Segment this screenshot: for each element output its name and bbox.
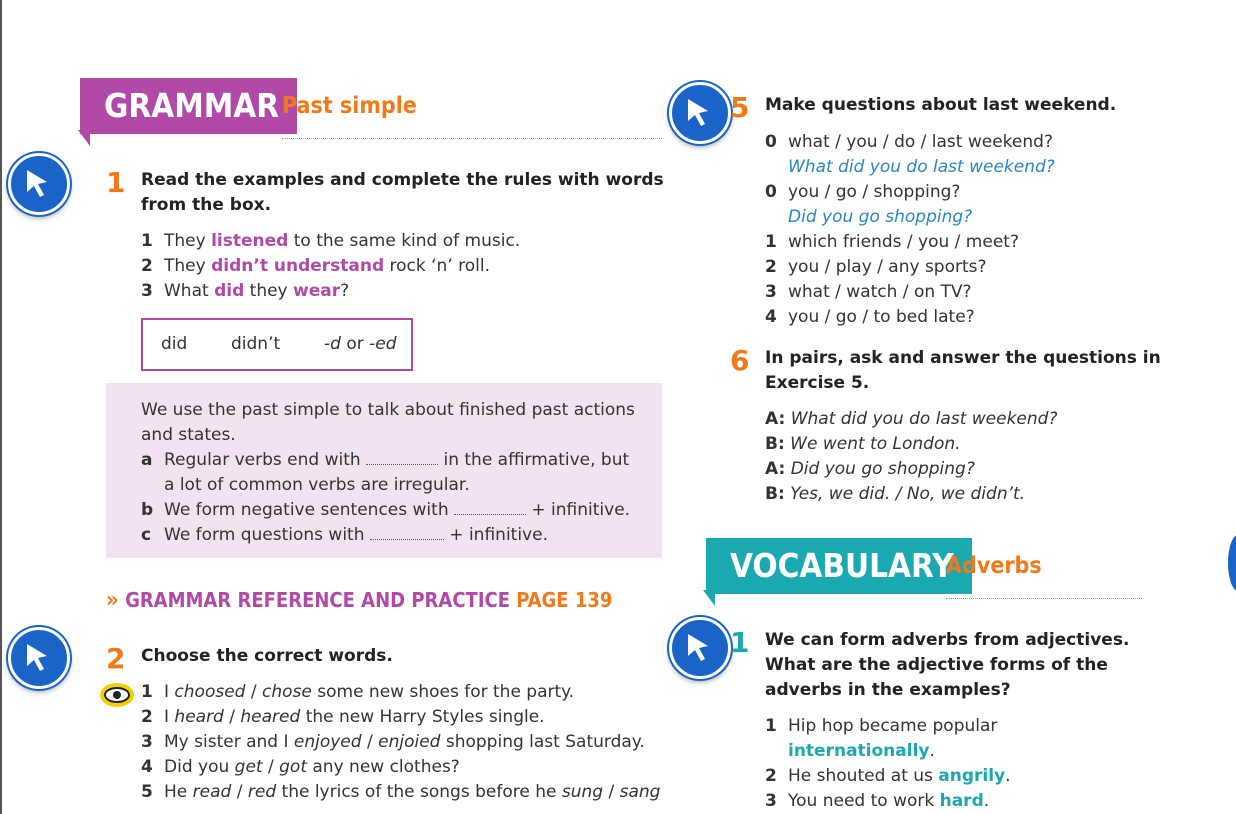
list-item: 1 Hip hop became popular bbox=[765, 716, 998, 736]
dialogue-line: A: Did you go shopping? bbox=[765, 459, 975, 479]
box-word: -d or -ed bbox=[324, 334, 397, 354]
choice-option[interactable]: read bbox=[192, 782, 232, 802]
box-word: didn’t bbox=[231, 334, 281, 354]
list-item: 2 I heard / heared the new Harry Styles single. bbox=[141, 707, 545, 727]
example-answer: Did you go shopping? bbox=[788, 207, 973, 227]
cursor-arrow-icon[interactable] bbox=[8, 153, 70, 215]
list-item: 1 I choosed / chose some new shoes for the party. bbox=[141, 682, 575, 702]
cursor-arrow-icon[interactable] bbox=[669, 82, 731, 144]
choice-option[interactable]: sung bbox=[561, 782, 604, 802]
choice-option[interactable]: get bbox=[234, 757, 263, 777]
list-item: 3 My sister and I enjoyed / enjoied shopping last Saturday. bbox=[141, 732, 645, 752]
choice-option[interactable]: heard bbox=[174, 707, 224, 727]
double-chevron-icon: » bbox=[106, 588, 119, 613]
choice-option[interactable]: sang bbox=[619, 782, 661, 802]
exercise-number: 6 bbox=[730, 344, 750, 377]
grammar-subtitle: Past simple bbox=[282, 93, 417, 119]
choice-option[interactable]: heared bbox=[240, 707, 301, 727]
exercise-number: 1 bbox=[730, 626, 750, 659]
example-list bbox=[765, 714, 1011, 814]
list-item: 2 you / play / any sports? bbox=[765, 257, 987, 277]
dialogue-line: B: Yes, we did. / No, we didn’t. bbox=[765, 484, 1026, 504]
choice-option[interactable]: red bbox=[247, 782, 277, 802]
rule-intro: and states. bbox=[141, 425, 236, 445]
list-item-cont: internationally. bbox=[788, 741, 935, 761]
list-item: 3 You need to work hard. bbox=[765, 791, 990, 811]
exercise-number: 5 bbox=[730, 91, 750, 124]
dialogue bbox=[765, 407, 1057, 507]
choice-option[interactable]: got bbox=[279, 757, 307, 777]
divider bbox=[282, 138, 662, 139]
choice-option[interactable]: enjoied bbox=[378, 732, 441, 752]
list-item: 5 He read / red the lyrics of the songs before he sung / sang bbox=[141, 782, 661, 802]
answer-blank[interactable] bbox=[454, 500, 526, 515]
exercise-number: 2 bbox=[106, 642, 126, 675]
exercise-instruction: We can form adverbs from adjectives. What are the adjective forms of the adverbs in the examples? bbox=[765, 630, 1130, 700]
list-item: 3 what / watch / on TV? bbox=[765, 282, 972, 302]
exercise-instruction: Read the examples and complete the rules with words from the box. bbox=[141, 170, 664, 215]
example-list bbox=[141, 229, 520, 304]
list-item: 4 you / go / to bed late? bbox=[765, 307, 975, 327]
dialogue-line: B: We went to London. bbox=[765, 434, 961, 454]
choice-list bbox=[141, 680, 660, 805]
page-edge bbox=[0, 0, 2, 814]
answer-blank[interactable] bbox=[370, 525, 444, 540]
exercise-instruction: In pairs, ask and answer the questions in Exercise 5. bbox=[765, 348, 1161, 393]
divider bbox=[946, 598, 1142, 599]
rules-box bbox=[106, 383, 662, 558]
grammar-banner: GRAMMAR bbox=[80, 78, 297, 134]
grammar-reference-link[interactable]: » GRAMMAR REFERENCE AND PRACTICE PAGE 139 bbox=[106, 588, 613, 613]
answer-blank[interactable] bbox=[366, 450, 438, 465]
list-item: 1 They listened to the same kind of music. bbox=[141, 231, 521, 251]
list-item: 0 you / go / shopping? bbox=[765, 182, 961, 202]
example-answer: What did you do last weekend? bbox=[788, 157, 1055, 177]
choice-option[interactable]: enjoyed bbox=[293, 732, 362, 752]
rule-c: c We form questions with + infinitive. bbox=[141, 525, 548, 545]
list-item: 0 what / you / do / last weekend? bbox=[765, 132, 1053, 152]
choice-option[interactable]: chose bbox=[262, 682, 312, 702]
exercise-number: 1 bbox=[106, 166, 126, 199]
cursor-arrow-icon[interactable] bbox=[1228, 535, 1236, 591]
rule-intro: We use the past simple to talk about finished past actions bbox=[141, 400, 635, 420]
eye-icon bbox=[100, 683, 134, 707]
rule-a-cont: a lot of common verbs are irregular. bbox=[164, 475, 470, 495]
list-item: 1 which friends / you / meet? bbox=[765, 232, 1019, 252]
rule-b: b We form negative sentences with + infinitive. bbox=[141, 500, 631, 520]
list-item: 3 What did they wear? bbox=[141, 281, 350, 301]
cursor-arrow-icon[interactable] bbox=[8, 627, 70, 689]
list-item: 2 They didn’t understand rock ‘n’ roll. bbox=[141, 256, 491, 276]
exercise-instruction: Choose the correct words. bbox=[141, 646, 393, 666]
dialogue-line: A: What did you do last weekend? bbox=[765, 409, 1058, 429]
list-item: 2 He shouted at us angrily. bbox=[765, 766, 1011, 786]
rule-a: a Regular verbs end with in the affirmative, but bbox=[141, 450, 630, 470]
word-box bbox=[141, 318, 413, 371]
vocabulary-subtitle: Adverbs bbox=[946, 553, 1042, 579]
cursor-arrow-icon[interactable] bbox=[669, 617, 731, 679]
question-list bbox=[765, 130, 1055, 330]
exercise-instruction: Make questions about last weekend. bbox=[765, 95, 1117, 115]
box-word: did bbox=[161, 334, 188, 354]
list-item: 4 Did you get / got any new clothes? bbox=[141, 757, 460, 777]
choice-option[interactable]: choosed bbox=[174, 682, 246, 702]
vocabulary-banner: VOCABULARY bbox=[706, 538, 972, 594]
